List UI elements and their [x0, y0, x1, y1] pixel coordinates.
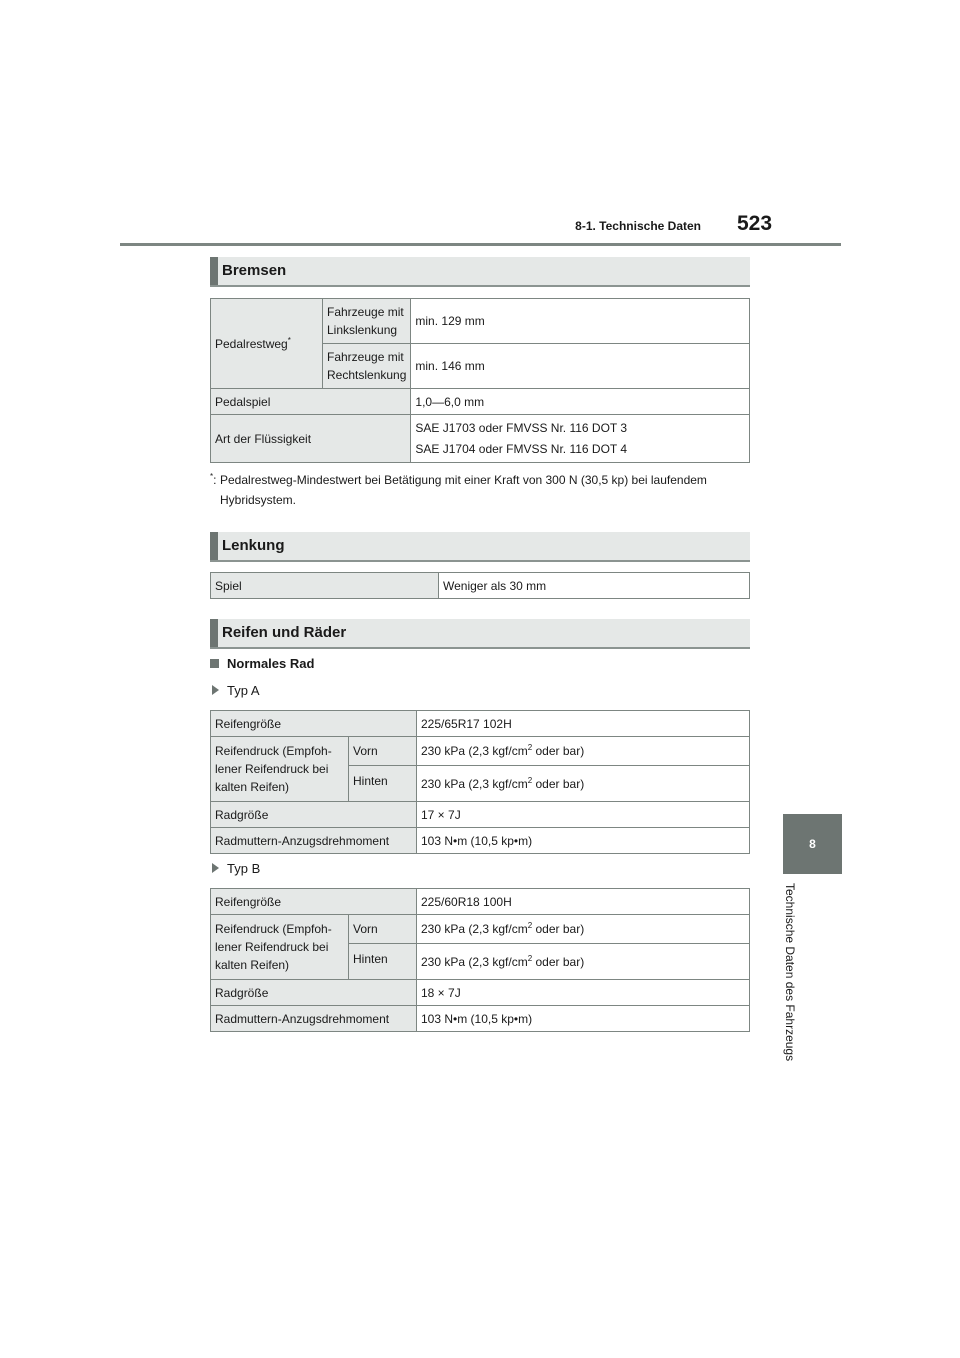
fluid-label: Art der Flüssigkeit — [211, 415, 411, 463]
tire-size-label: Reifengröße — [211, 889, 417, 915]
tire-pressure-label-line: lener Reifendruck bei — [215, 762, 329, 776]
pressure-exponent: 2 — [527, 743, 533, 752]
front-pressure-value — [417, 737, 750, 766]
table-row — [211, 915, 750, 944]
rear-label: Hinten — [349, 766, 417, 802]
type-a-label — [212, 683, 260, 698]
tire-pressure-label-cell — [211, 737, 349, 802]
table-row — [211, 415, 750, 463]
front-label: Vorn — [349, 737, 417, 766]
footnote — [210, 470, 755, 510]
pedal-travel-label: Pedalrestweg — [215, 336, 288, 351]
wheel-size-value: 17 × 7J — [417, 802, 750, 828]
lhd-label-line: Fahrzeuge mit — [327, 305, 404, 319]
tire-size-value: 225/65R17 102H — [417, 711, 750, 737]
rhd-value: min. 146 mm — [411, 344, 750, 389]
chapter-tab[interactable] — [783, 814, 842, 874]
nut-torque-label: Radmuttern-Anzugsdrehmoment — [211, 1006, 417, 1032]
brakes-table — [210, 298, 750, 463]
table-row — [211, 711, 750, 737]
rhd-label-line: Fahrzeuge mit — [327, 350, 404, 364]
tire-pressure-label-cell — [211, 915, 349, 980]
nut-torque-label: Radmuttern-Anzugsdrehmoment — [211, 828, 417, 854]
tire-pressure-label-line: lener Reifendruck bei — [215, 940, 329, 954]
table-row — [211, 389, 750, 415]
section-label: 8-1. Technische Daten — [575, 219, 701, 233]
pedal-play-label: Pedalspiel — [211, 389, 411, 415]
table-row — [211, 802, 750, 828]
pressure-text: 230 kPa (2,3 kgf/cm — [421, 776, 528, 791]
triangle-bullet-icon — [212, 685, 219, 695]
chapter-title-text: Technische Daten des Fahrzeugs — [783, 883, 797, 1062]
rhd-label-line: Rechtslenkung — [327, 368, 407, 382]
footnote-asterisk: * — [210, 472, 214, 481]
pressure-text: 230 kPa (2,3 kgf/cm — [421, 744, 528, 758]
pressure-exponent: 2 — [527, 775, 533, 785]
fluid-value: SAE J1704 oder FMVSS Nr. 116 DOT 4 — [415, 442, 628, 456]
table-row — [211, 573, 750, 599]
section-header-brakes — [210, 257, 750, 287]
pressure-exponent: 2 — [527, 953, 533, 963]
page-number: 523 — [737, 212, 773, 235]
wheel-size-value: 18 × 7J — [417, 980, 750, 1006]
rear-pressure-value — [417, 944, 750, 980]
lhd-label-cell — [323, 299, 411, 344]
tire-pressure-label-line: kalten Reifen) — [215, 780, 290, 794]
footnote-marker: * — [287, 335, 291, 345]
front-label: Vorn — [349, 915, 417, 944]
section-title-tires: Reifen und Räder — [222, 624, 347, 641]
table-row — [211, 828, 750, 854]
section-title-steering: Lenkung — [222, 537, 285, 554]
pedal-play-value: 1,0—6,0 mm — [411, 389, 750, 415]
type-label-text: Typ A — [227, 683, 260, 698]
subheading-text: Normales Rad — [227, 656, 315, 671]
steering-table — [210, 572, 750, 599]
pressure-text: 230 kPa (2,3 kgf/cm — [421, 954, 528, 969]
pressure-text: 230 kPa (2,3 kgf/cm — [421, 922, 528, 936]
wheel-size-label: Radgröße — [211, 980, 417, 1006]
front-pressure-value — [417, 915, 750, 944]
steering-play-value: Weniger als 30 mm — [439, 573, 750, 599]
type-b-label — [212, 861, 260, 876]
fluid-value: SAE J1703 oder FMVSS Nr. 116 DOT 3 — [415, 421, 628, 435]
wheel-size-label: Radgröße — [211, 802, 417, 828]
nut-torque-value: 103 N•m (10,5 kp•m) — [417, 828, 750, 854]
pressure-unit: oder bar) — [532, 922, 585, 936]
footnote-line: Pedalrestweg-Mindestwert bei Betätigung mit einer Kraft von 300 N (30,5 kp) bei laufendem — [220, 473, 707, 487]
tire-pressure-label-line: Reifendruck (Empfoh- — [215, 744, 332, 758]
triangle-bullet-icon — [212, 863, 219, 873]
table-row — [211, 980, 750, 1006]
section-header-bar — [210, 532, 218, 560]
rear-pressure-value — [417, 766, 750, 802]
tire-size-label: Reifengröße — [211, 711, 417, 737]
footnote-colon: : — [213, 473, 217, 487]
nut-torque-value: 103 N•m (10,5 kp•m) — [417, 1006, 750, 1032]
table-row — [211, 1006, 750, 1032]
lhd-label-line: Linkslenkung — [327, 323, 398, 337]
tire-table-type-a — [210, 710, 750, 854]
table-row — [211, 737, 750, 766]
pressure-unit: oder bar) — [532, 954, 585, 969]
steering-play-label: Spiel — [211, 573, 439, 599]
header-divider — [120, 243, 841, 246]
pressure-unit: oder bar) — [532, 776, 585, 791]
pressure-exponent: 2 — [527, 921, 533, 930]
tire-pressure-label-line: kalten Reifen) — [215, 958, 290, 972]
subheading-normal-wheel — [210, 656, 314, 671]
table-row — [211, 889, 750, 915]
section-title-brakes: Bremsen — [222, 262, 287, 279]
tire-pressure-label-line: Reifendruck (Empfoh- — [215, 922, 332, 936]
rhd-label-cell — [323, 344, 411, 389]
square-bullet-icon — [210, 659, 219, 668]
section-header-tires — [210, 619, 750, 649]
section-header-steering — [210, 532, 750, 562]
pressure-unit: oder bar) — [532, 744, 585, 758]
chapter-title — [780, 883, 800, 1123]
footnote-body — [210, 470, 755, 510]
tire-table-type-b — [210, 888, 750, 1032]
footnote-line: Hybridsystem. — [220, 493, 297, 507]
footnote-marker-line — [210, 470, 216, 490]
fluid-value-cell — [411, 415, 750, 463]
section-header-bar — [210, 257, 218, 285]
lhd-value: min. 129 mm — [411, 299, 750, 344]
section-header-bar — [210, 619, 218, 647]
chapter-number: 8 — [809, 837, 816, 851]
pedal-travel-label-cell — [211, 299, 323, 389]
table-row — [211, 299, 750, 344]
tire-size-value: 225/60R18 100H — [417, 889, 750, 915]
type-label-text: Typ B — [227, 861, 261, 876]
rear-label: Hinten — [349, 944, 417, 980]
